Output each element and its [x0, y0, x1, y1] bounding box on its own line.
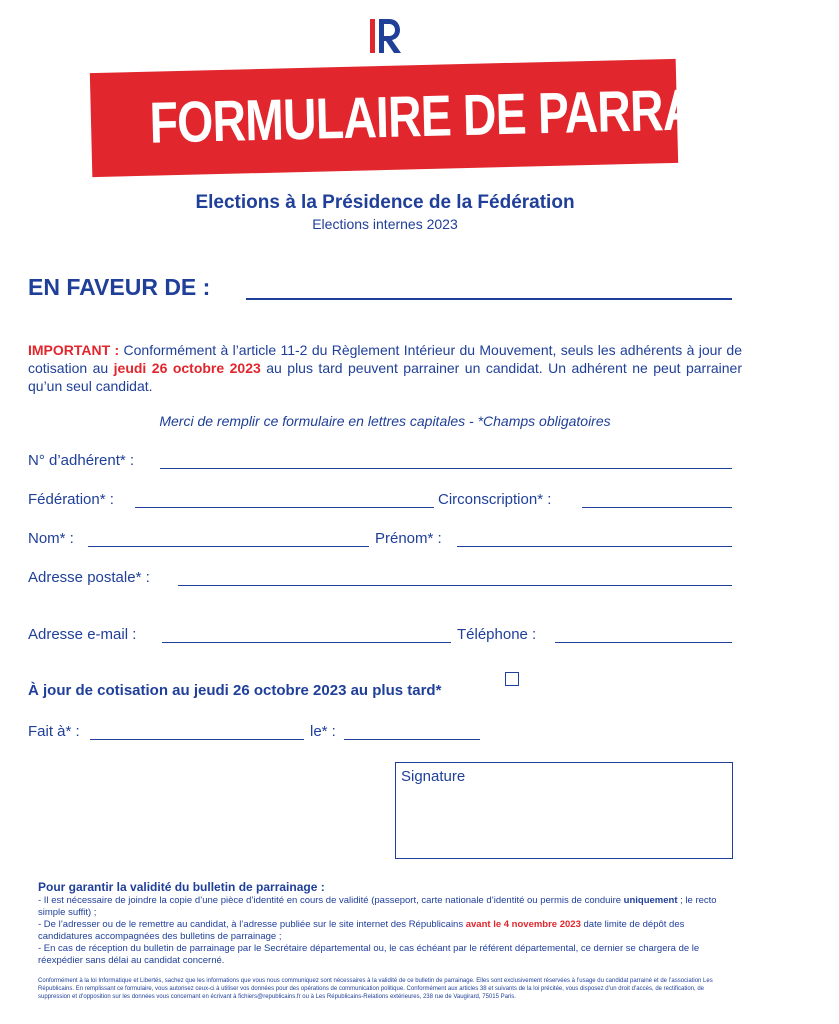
election-subtitle: Elections internes 2023: [312, 216, 458, 232]
important-text-2: au plus tard peuvent parrainer un candidat. Un adhérent ne peut parrainer qu’un seul candidat.: [28, 360, 742, 394]
candidate-name-field[interactable]: [246, 298, 732, 300]
en-faveur-label: EN FAVEUR DE :: [28, 274, 211, 300]
telephone-label: Téléphone :: [457, 626, 537, 643]
lr-logo: [367, 16, 407, 56]
numero-adherent-field[interactable]: [160, 468, 732, 469]
deadline-date: avant le 4 novembre 2023: [465, 919, 581, 930]
cotisation-checkbox[interactable]: [505, 672, 519, 686]
circonscription-label: Circonscription* :: [438, 491, 552, 508]
election-title: Elections à la Présidence de la Fédération: [195, 192, 575, 213]
validite-instructions: [38, 895, 732, 967]
signature-label: Signature: [401, 768, 466, 785]
important-date: jeudi 26 octobre 2023: [113, 360, 261, 376]
validite-item-3: - En cas de réception du bulletin de parrainage par le Secrétaire départemental ou, le cas échéant par le référent départemental, ce dernier se chargera de le réexpédier sans délai au candidat concerné.: [38, 943, 700, 966]
prenom-field[interactable]: [457, 546, 732, 547]
important-label: IMPORTANT :: [28, 342, 120, 358]
circonscription-field[interactable]: [582, 507, 732, 508]
uniquement-emphasis: uniquement: [623, 895, 678, 906]
instructions-text: Merci de remplir ce formulaire en lettres capitales - *Champs obligatoires: [159, 413, 611, 429]
federation-label: Fédération* :: [28, 491, 114, 508]
fait-a-label: Fait à* :: [28, 723, 80, 740]
adresse-postale-field[interactable]: [178, 585, 732, 586]
legal-notice: Conformément à la loi Informatique et Libertés, sachez que les informations que vous nous communiquez sont nécessaires à la validité de ce bulletin de parrainage. Elles sont exclusivement réservées à l’usage du candidat parrainé et de l’association Les Républicains. En remplissant ce formulaire, vous autorisez ceux-ci à utiliser vos données pour des opérations de communication politique. Conformément aux articles 38 et suivants de la loi précitée, vous disposez d’un droit d’accès, de rectification, de suppression et d’opposition sur les données vous concernant en écrivant à fichiers@republicains.fr ou à Les Républicains-Relations extérieures, 238 rue de Vaugirard, 75015 Paris.: [38, 978, 713, 1000]
federation-field[interactable]: [135, 507, 434, 508]
telephone-field[interactable]: [555, 642, 732, 643]
adresse-email-label: Adresse e-mail :: [28, 626, 137, 643]
validite-item-1: - Il est nécessaire de joindre la copie d’une pièce d’identité en cours de validité (passeport, carte nationale d’identité ou permis de conduire uniquement ; le recto simple suffit) ;: [38, 895, 717, 918]
important-notice: [28, 341, 742, 395]
cotisation-label: À jour de cotisation au jeudi 26 octobre 2023 au plus tard*: [28, 682, 442, 699]
adresse-email-field[interactable]: [162, 642, 451, 643]
fait-a-field[interactable]: [90, 739, 304, 740]
adresse-postale-label: Adresse postale* :: [28, 569, 150, 586]
date-field[interactable]: [344, 739, 480, 740]
date-label: le* :: [310, 723, 336, 740]
nom-label: Nom* :: [28, 530, 74, 547]
numero-adherent-label: N° d’adhérent* :: [28, 452, 135, 469]
validite-item-2: - De l’adresser ou de le remettre au candidat, à l’adresse publiée sur le site internet des Républicains avant le 4 novembre 2023 date limite de dépôt des candidatures accompagnées des bulletins de parrainage ;: [38, 919, 685, 942]
validite-title: Pour garantir la validité du bulletin de parrainage :: [38, 880, 325, 894]
form-title: FORMULAIRE DE PARRAINAGE: [148, 73, 839, 156]
prenom-label: Prénom* :: [375, 530, 442, 547]
nom-field[interactable]: [88, 546, 369, 547]
important-text-1: Conformément à l’article 11-2 du Règlement Intérieur du Mouvement, seuls les adhérents à jour de cotisation au: [28, 342, 743, 376]
